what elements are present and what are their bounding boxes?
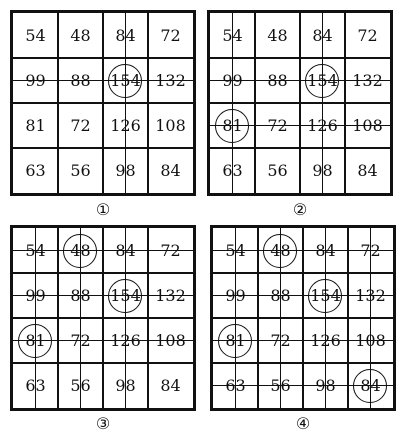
- cell-number: 84: [160, 160, 181, 180]
- cell-number: 132: [155, 285, 186, 305]
- cell-number: 88: [267, 70, 288, 90]
- cell-number: 54: [25, 240, 46, 260]
- grid-cell[interactable]: [13, 148, 58, 193]
- cell-number: 99: [25, 70, 46, 90]
- grid-cell[interactable]: [255, 13, 300, 58]
- cell-number: 72: [70, 330, 91, 350]
- cell-number: 72: [357, 25, 378, 45]
- cell-number: 84: [315, 240, 336, 260]
- cell-number: 56: [70, 160, 91, 180]
- grid-cell[interactable]: [58, 103, 103, 148]
- cell-number: 48: [70, 25, 91, 45]
- grid-cell[interactable]: [103, 273, 148, 318]
- grid-cell[interactable]: [13, 318, 58, 363]
- grid-cell[interactable]: [210, 103, 255, 148]
- grid-cell[interactable]: [258, 228, 303, 273]
- grid-cell[interactable]: [345, 13, 390, 58]
- grid-cell[interactable]: [300, 58, 345, 103]
- cell-number: 48: [267, 25, 288, 45]
- grid-cell[interactable]: [13, 13, 58, 58]
- cell-number: 126: [310, 330, 341, 350]
- cell-number: 126: [110, 115, 141, 135]
- grid-cell[interactable]: [348, 363, 393, 408]
- cell-number: 63: [225, 375, 246, 395]
- grid-cell[interactable]: [58, 13, 103, 58]
- cell-number: 132: [355, 285, 386, 305]
- grid-cell[interactable]: [255, 148, 300, 193]
- cell-number: 81: [222, 115, 243, 135]
- cell-number: 98: [115, 375, 136, 395]
- cell-number: 84: [357, 160, 378, 180]
- cell-number: 154: [110, 285, 141, 305]
- panel-2-label: ②: [292, 200, 308, 219]
- cell-number: 108: [155, 330, 186, 350]
- puzzle-panel-1: [10, 10, 196, 196]
- cell-number: 81: [25, 115, 46, 135]
- grid-cell[interactable]: [148, 13, 193, 58]
- grid-cell[interactable]: [58, 228, 103, 273]
- cell-number: 108: [355, 330, 386, 350]
- cell-number: 54: [25, 25, 46, 45]
- grid-cell[interactable]: [103, 58, 148, 103]
- grid-cell[interactable]: [148, 103, 193, 148]
- cell-number: 81: [25, 330, 46, 350]
- cell-number: 84: [312, 25, 333, 45]
- cell-number: 126: [307, 115, 338, 135]
- cell-number: 99: [222, 70, 243, 90]
- cell-number: 84: [115, 240, 136, 260]
- cell-number: 99: [225, 285, 246, 305]
- cell-number: 84: [360, 375, 381, 395]
- cell-number: 72: [70, 115, 91, 135]
- panel-1-label: ①: [95, 200, 111, 219]
- cell-number: 56: [70, 375, 91, 395]
- grid-cell[interactable]: [58, 148, 103, 193]
- grid-cell[interactable]: [213, 318, 258, 363]
- cell-number: 48: [270, 240, 291, 260]
- cell-number: 132: [155, 70, 186, 90]
- grid-cell[interactable]: [13, 103, 58, 148]
- cell-number: 84: [160, 375, 181, 395]
- cell-number: 88: [70, 285, 91, 305]
- cell-number: 99: [25, 285, 46, 305]
- cell-number: 154: [310, 285, 341, 305]
- cell-number: 88: [70, 70, 91, 90]
- cell-number: 63: [222, 160, 243, 180]
- panel-3-label: ③: [95, 414, 111, 433]
- cell-number: 154: [110, 70, 141, 90]
- grid-cell[interactable]: [148, 363, 193, 408]
- cell-number: 98: [115, 160, 136, 180]
- cell-number: 72: [160, 25, 181, 45]
- cell-number: 63: [25, 375, 46, 395]
- cell-number: 56: [267, 160, 288, 180]
- cell-number: 81: [225, 330, 246, 350]
- cell-number: 48: [70, 240, 91, 260]
- cell-number: 72: [360, 240, 381, 260]
- puzzle-panel-2: [207, 10, 393, 196]
- cell-number: 154: [307, 70, 338, 90]
- cell-number: 72: [160, 240, 181, 260]
- cell-number: 98: [315, 375, 336, 395]
- cell-number: 56: [270, 375, 291, 395]
- panel-4-label: ④: [295, 414, 311, 433]
- cell-number: 72: [267, 115, 288, 135]
- cell-number: 126: [110, 330, 141, 350]
- grid-cell[interactable]: [303, 273, 348, 318]
- puzzle-panel-3: [10, 225, 196, 411]
- cell-number: 132: [352, 70, 383, 90]
- puzzle-panel-4: [210, 225, 396, 411]
- cell-number: 108: [155, 115, 186, 135]
- cell-number: 54: [222, 25, 243, 45]
- cell-number: 84: [115, 25, 136, 45]
- grid-cell[interactable]: [345, 148, 390, 193]
- cell-number: 54: [225, 240, 246, 260]
- cell-number: 72: [270, 330, 291, 350]
- cell-number: 88: [270, 285, 291, 305]
- grid-cell[interactable]: [148, 148, 193, 193]
- cell-number: 108: [352, 115, 383, 135]
- cell-number: 63: [25, 160, 46, 180]
- cell-number: 98: [312, 160, 333, 180]
